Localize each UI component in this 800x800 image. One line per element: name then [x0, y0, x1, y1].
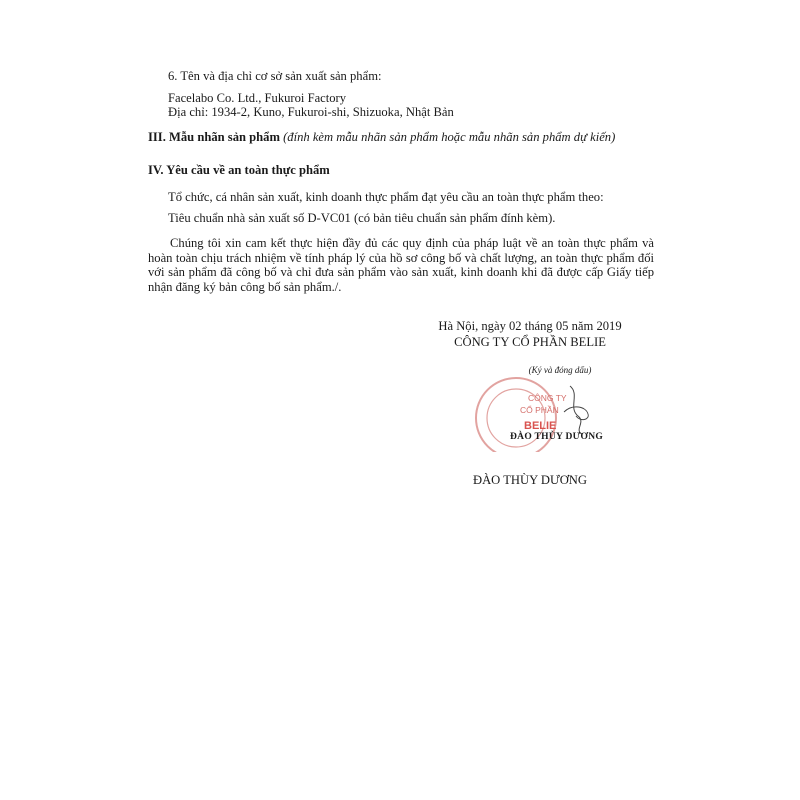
safety-requirement-line: Tổ chức, cá nhân sản xuất, kinh doanh thực phẩm đạt yêu cầu an toàn thực phẩm theo: [168, 190, 604, 204]
section-3-note: (đính kèm mẫu nhãn sản phẩm hoặc mẫu nhãn sản phẩm dự kiến) [283, 130, 616, 144]
stamp-line-1: CÔNG TY [528, 393, 567, 403]
signer-name: ĐÀO THÙY DƯƠNG [472, 473, 587, 487]
stamp-line-2: CỔ PHẦN [520, 405, 559, 415]
manufacturer-name: Facelabo Co. Ltd., Fukuroi Factory [168, 91, 347, 105]
place-date: Hà Nội, ngày 02 tháng 05 năm 2019 [438, 319, 622, 333]
standard-line: Tiêu chuẩn nhà sản xuất số D-VC01 (có bản tiêu chuẩn sản phẩm đính kèm). [168, 211, 556, 225]
manufacturer-address: Địa chỉ: 1934-2, Kuno, Fukuroi-shi, Shizuoka, Nhật Bản [168, 105, 454, 119]
signature-loop [564, 407, 588, 420]
section-3-heading [148, 129, 615, 145]
company-name: CÔNG TY CỔ PHẦN BELIE [454, 335, 606, 349]
stamp-line-3: BELIE [524, 420, 557, 432]
section-6-heading: 6. Tên và địa chỉ cơ sở sản xuất sản phẩm: [168, 69, 382, 83]
signed-name: ĐÀO THÙY DƯƠNG [510, 432, 604, 442]
signature-stroke [570, 386, 582, 434]
commitment-paragraph: Chúng tôi xin cam kết thực hiện đầy đủ các quy định của pháp luật về an toàn thực phẩm và hoàn toàn chịu trách nhiệm về tính pháp lý của hồ sơ công bố và chất lượng, an toàn thực phẩm đối với sản phẩm đã công bố và chỉ đưa sản phẩm vào sản xuất, kinh doanh khi đã được cấp Giấy tiếp nhận đăng ký bản công bố sản phẩm./. [148, 236, 654, 294]
section-3-title: III. Mẫu nhãn sản phẩm [148, 130, 280, 144]
section-4-heading: IV. Yêu cầu về an toàn thực phẩm [148, 163, 330, 177]
sign-note: (Ký và đóng dấu) [528, 365, 592, 375]
